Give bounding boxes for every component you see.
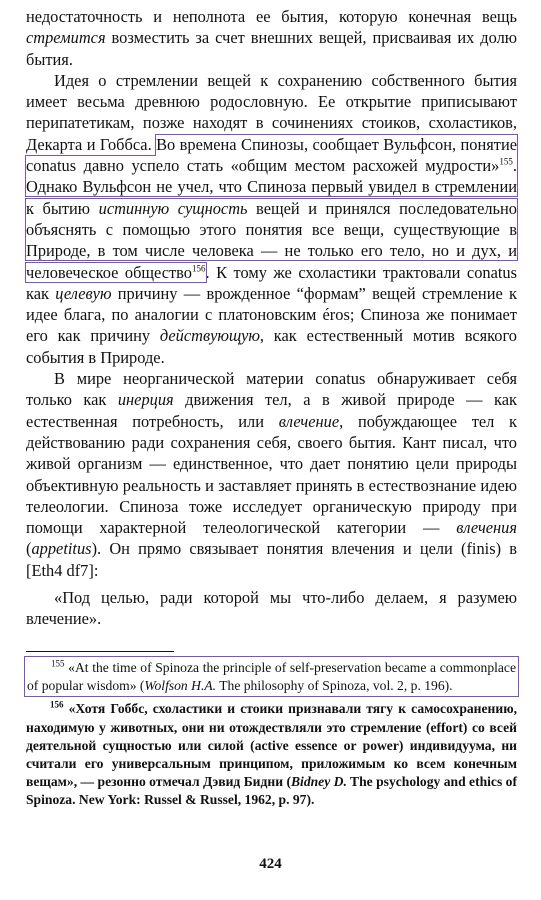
italic-run: стремится <box>26 28 106 48</box>
italic-run: истинную сущность <box>98 198 248 218</box>
page-number: 424 <box>259 856 282 872</box>
main-text <box>26 6 517 630</box>
text-run: возместить за счет внешних вещей, присваивая их долю бытия. <box>26 28 517 69</box>
footnote-156 <box>26 700 517 809</box>
footnote-divider <box>26 651 174 652</box>
italic-run: влечение <box>278 411 340 431</box>
footnote-number: 156 <box>50 699 64 710</box>
text-run: причину — врожденное “формам” вещей стремление к идее блага, по аналогии с платоновским éros; Спиноза же понимает его как причину <box>26 283 517 346</box>
text-run: . Однако Вульфсон не учел, что Спиноза первый увидел в стремлении к бытию <box>26 156 517 218</box>
text-run: ( <box>26 539 32 559</box>
paragraph-1 <box>26 6 517 70</box>
italic-run: целевую <box>55 283 112 303</box>
highlighted-passage <box>26 135 517 282</box>
text-run: The philosophy of Spinoza, vol. 2, p. 196). <box>216 678 453 694</box>
footnote-number: 155 <box>51 658 65 669</box>
italic-run: влечения <box>456 518 517 538</box>
italic-run: Bidney D. <box>290 774 347 790</box>
text-run: . К тому же схоластики трактовали conatus как <box>26 262 517 303</box>
paragraph-3 <box>26 368 517 581</box>
footnote-155 <box>24 656 519 697</box>
quotation: «Под целью, ради которой мы что-либо делаем, я разумею влечение». <box>26 588 517 629</box>
text-run: недостаточность и неполнота ее бытия, которую конечная вещь <box>26 7 517 26</box>
text-run: , как естественный мотив всякого события в Природе. <box>26 326 517 367</box>
text-run: В мире неорганической материи conatus обнаруживает себя только как <box>26 369 517 410</box>
paragraph-2 <box>26 70 517 368</box>
text-run: движения тел, а в живой природе — как естественная потребность, или <box>26 390 517 431</box>
text-run: вещей и принялся последовательно объяснять с помощью этого понятия все вещи, существующие в Природе, в том числе человека — не только его тело, но и дух, и человеческое общество <box>26 198 517 282</box>
footnote-ref-155: 155 <box>499 156 513 167</box>
text-run: The psychology and ethics of Spinoza. New York: Russel & Russel, 1962, p. 97). <box>26 774 517 808</box>
italic-run: инерция <box>117 390 174 410</box>
footnote-ref-156: 156 <box>192 263 206 274</box>
text-run: «Хотя Гоббс, схоластики и стоики признавали тягу к самосохранению, находимую у животных, они ни отождествляли это стремление (effort) со всей деятельной сущностью или силой (active essence or power) индивидуума, ни считали его универсальным принципом, приложимым ко всем конечным вещам», — резонно отмечал Дэвид Бидни ( <box>26 701 517 790</box>
text-run: , побуждающее тел к действованию ради сохранения себя, своего бытия. Кант писал, что живой организм — единственное, что дает понятию цели природы объективную реальность и заставляет принять в естествознание идею телеологии. Спиноза тоже исследует органическую природу при помощи характерной телеологической категории — <box>26 411 517 538</box>
italic-run: appetitus <box>31 539 92 559</box>
text-run: Идея о стремлении вещей к сохранению собственного бытия имеет весьма древнюю родословную. Ее открытие приписывают перипатетикам, позже находят в сочинениях стоиков, схоластиков, Декарта и Гоббса. <box>26 70 517 154</box>
italic-run: Wolfson H.A. <box>144 678 217 694</box>
text-run: «At the time of Spinoza the principle of self-preservation became a commonplace of popular wisdom» ( <box>27 660 516 694</box>
text-run: ). Он прямо связывает понятия влечения и цели (finis) в [Eth4 df7]: <box>26 539 517 580</box>
text-run: Во времена Спинозы, сообщает Вульфсон, понятие conatus давно успело стать «общим местом расхожей мудрости» <box>26 134 517 176</box>
footnotes <box>26 656 517 810</box>
italic-run: действующую <box>159 326 260 346</box>
